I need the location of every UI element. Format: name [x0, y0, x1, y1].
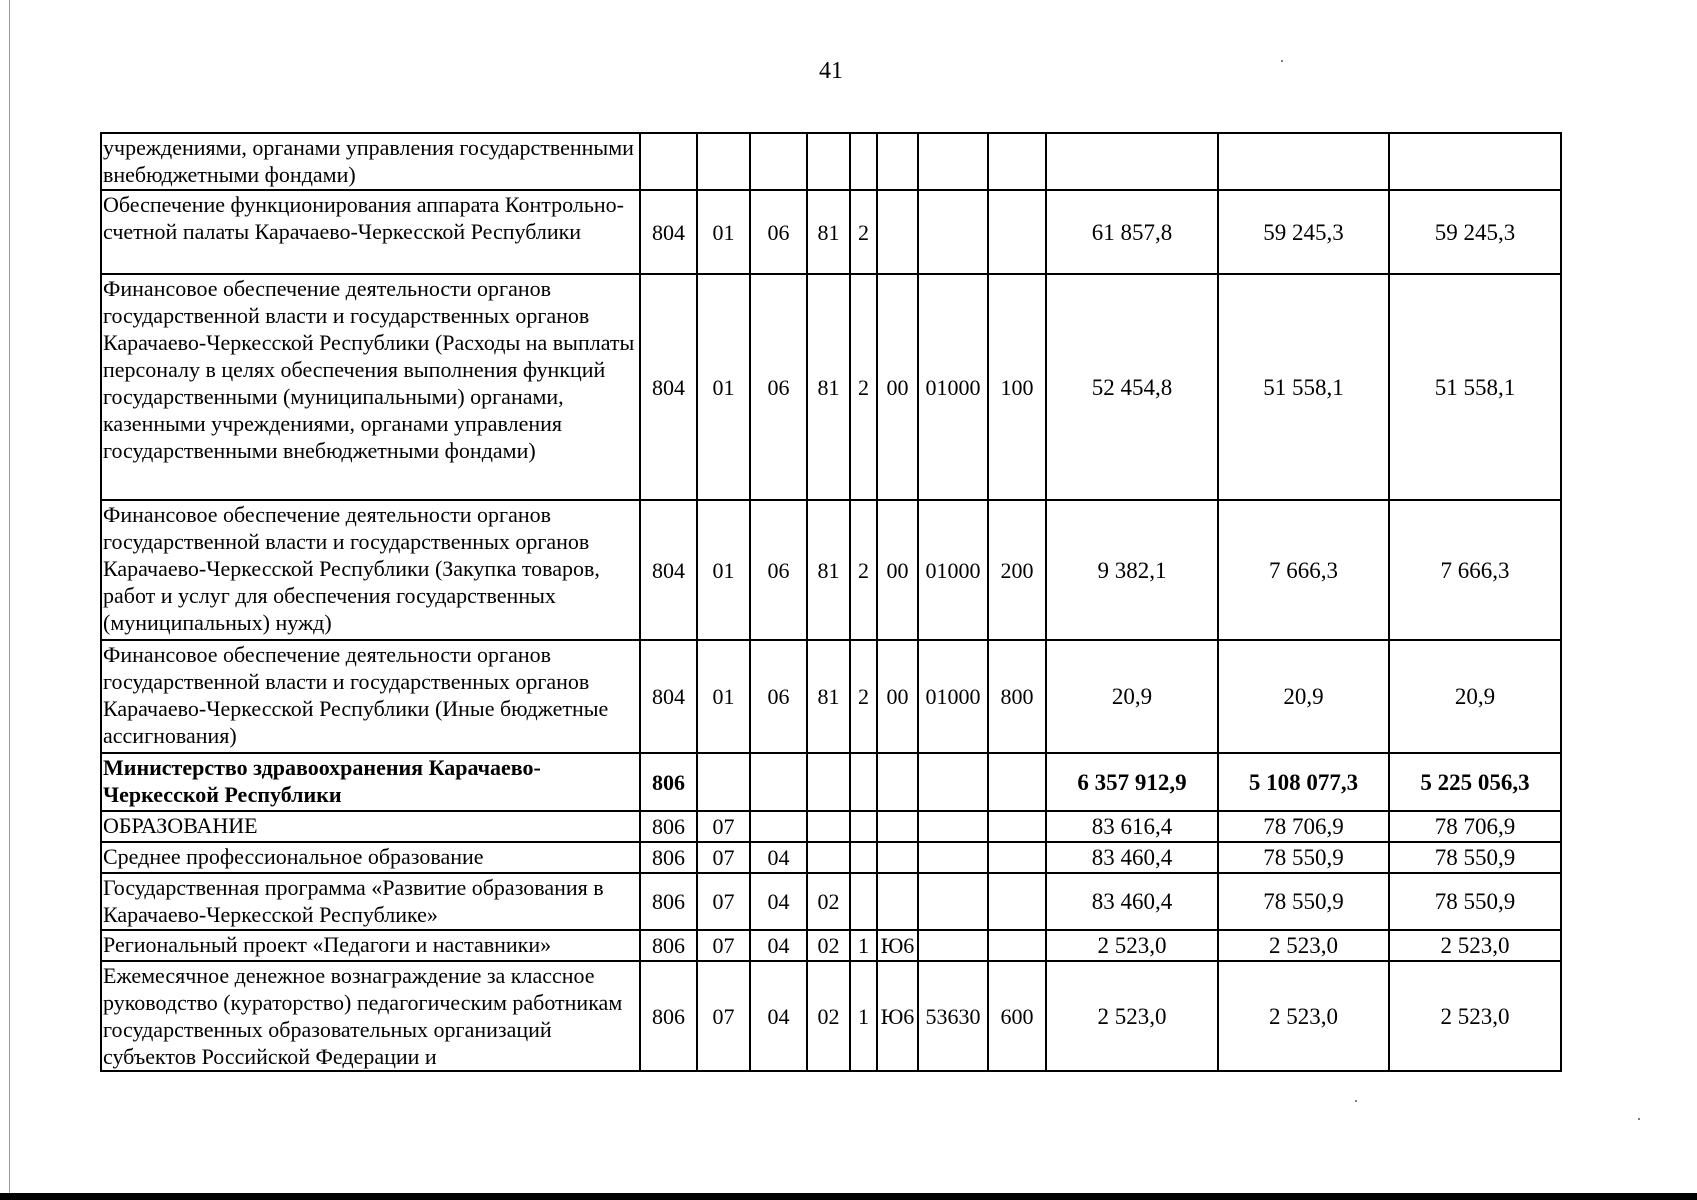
amount-year-3: 2 523,0	[1389, 930, 1561, 961]
project-code: 00	[877, 274, 918, 500]
subsection-code: 04	[750, 873, 807, 930]
subprogram-code: 2	[850, 190, 877, 274]
section-code: 07	[697, 961, 750, 1071]
direction-code	[918, 873, 988, 930]
subsection-code	[750, 133, 807, 190]
program-code: 02	[807, 961, 850, 1071]
expense-type-code: 200	[988, 500, 1046, 640]
section-code: 07	[697, 842, 750, 873]
amount-year-1: 2 523,0	[1046, 930, 1218, 961]
ministry-code: 806	[640, 873, 697, 930]
ministry-code: 804	[640, 640, 697, 753]
amount-year-3	[1389, 133, 1561, 190]
ministry-code: 806	[640, 842, 697, 873]
expense-type-code: 600	[988, 961, 1046, 1071]
amount-year-3: 78 550,9	[1389, 873, 1561, 930]
section-code: 01	[697, 640, 750, 753]
ministry-code	[640, 133, 697, 190]
ministry-code: 806	[640, 961, 697, 1071]
expense-type-code	[988, 930, 1046, 961]
project-code	[877, 133, 918, 190]
table-row	[101, 500, 1561, 640]
amount-year-3: 51 558,1	[1389, 274, 1561, 500]
project-code: Ю6	[877, 930, 918, 961]
subprogram-code	[850, 842, 877, 873]
project-code: 00	[877, 640, 918, 753]
subprogram-code: 1	[850, 961, 877, 1071]
subprogram-code	[850, 873, 877, 930]
amount-year-2: 2 523,0	[1218, 930, 1389, 961]
ministry-code: 806	[640, 930, 697, 961]
amount-year-1: 52 454,8	[1046, 274, 1218, 500]
direction-code	[918, 930, 988, 961]
row-name: Министерство здравоохранения Карачаево-Черкесской Республики	[101, 753, 640, 811]
amount-year-3: 59 245,3	[1389, 190, 1561, 274]
row-name: Финансовое обеспечение деятельности органов государственной власти и государственных органов Карачаево-Черкесской Республики (Закупка товаров, работ и услуг для обеспечения государственных (муниципальных) нужд)	[101, 500, 640, 640]
expense-type-code: 800	[988, 640, 1046, 753]
budget-table	[100, 132, 1562, 1072]
program-code	[807, 842, 850, 873]
row-name: Финансовое обеспечение деятельности органов государственной власти и государственных органов Карачаево-Черкесской Республики (Иные бюджетные ассигнования)	[101, 640, 640, 753]
direction-code	[918, 133, 988, 190]
amount-year-1	[1046, 133, 1218, 190]
direction-code	[918, 811, 988, 842]
direction-code: 01000	[918, 500, 988, 640]
expense-type-code	[988, 842, 1046, 873]
amount-year-1: 6 357 912,9	[1046, 753, 1218, 811]
subprogram-code: 1	[850, 930, 877, 961]
table-row	[101, 930, 1561, 961]
amount-year-2	[1218, 133, 1389, 190]
budget-table-body	[101, 133, 1561, 1071]
program-code	[807, 133, 850, 190]
row-name: Обеспечение функционирования аппарата Контрольно-счетной палаты Карачаево-Черкесской Республики	[101, 190, 640, 274]
subprogram-code: 2	[850, 500, 877, 640]
direction-code	[918, 842, 988, 873]
subsection-code: 06	[750, 500, 807, 640]
project-code	[877, 753, 918, 811]
row-name: Государственная программа «Развитие образования в Карачаево-Черкесской Республике»	[101, 873, 640, 930]
program-code: 02	[807, 930, 850, 961]
subprogram-code	[850, 811, 877, 842]
project-code	[877, 811, 918, 842]
amount-year-2: 7 666,3	[1218, 500, 1389, 640]
ministry-code: 806	[640, 753, 697, 811]
amount-year-1: 83 616,4	[1046, 811, 1218, 842]
table-row	[101, 190, 1561, 274]
amount-year-1: 83 460,4	[1046, 842, 1218, 873]
table-row	[101, 640, 1561, 753]
section-code: 01	[697, 500, 750, 640]
section-code	[697, 133, 750, 190]
ministry-code: 804	[640, 500, 697, 640]
amount-year-2: 51 558,1	[1218, 274, 1389, 500]
table-row	[101, 753, 1561, 811]
amount-year-3: 2 523,0	[1389, 961, 1561, 1071]
row-name: Финансовое обеспечение деятельности органов государственной власти и государственных органов Карачаево-Черкесской Республики (Расходы на выплаты персоналу в целях обеспечения выполнения функций государственными (муниципальными) органами, казенными учреждениями, органами управления государственными внебюджетными фондами)	[101, 274, 640, 500]
ministry-code: 804	[640, 274, 697, 500]
amount-year-2: 78 706,9	[1218, 811, 1389, 842]
direction-code: 01000	[918, 640, 988, 753]
project-code	[877, 873, 918, 930]
amount-year-2: 2 523,0	[1218, 961, 1389, 1071]
subprogram-code	[850, 753, 877, 811]
amount-year-3: 5 225 056,3	[1389, 753, 1561, 811]
project-code	[877, 190, 918, 274]
subprogram-code: 2	[850, 274, 877, 500]
amount-year-2: 20,9	[1218, 640, 1389, 753]
expense-type-code	[988, 753, 1046, 811]
amount-year-1: 83 460,4	[1046, 873, 1218, 930]
scan-bottom-edge	[0, 1193, 1697, 1200]
ministry-code: 804	[640, 190, 697, 274]
table-row	[101, 842, 1561, 873]
scan-speck	[1638, 1118, 1640, 1120]
table-row	[101, 811, 1561, 842]
table-row	[101, 873, 1561, 930]
row-name: Региональный проект «Педагоги и наставники»	[101, 930, 640, 961]
amount-year-2: 78 550,9	[1218, 873, 1389, 930]
amount-year-2: 5 108 077,3	[1218, 753, 1389, 811]
subsection-code: 04	[750, 961, 807, 1071]
subsection-code	[750, 811, 807, 842]
program-code: 81	[807, 190, 850, 274]
direction-code	[918, 753, 988, 811]
subsection-code: 06	[750, 274, 807, 500]
direction-code	[918, 190, 988, 274]
project-code: 00	[877, 500, 918, 640]
row-name: учреждениями, органами управления государственными внебюджетными фондами)	[101, 133, 640, 190]
direction-code: 53630	[918, 961, 988, 1071]
section-code: 07	[697, 873, 750, 930]
subsection-code: 04	[750, 842, 807, 873]
ministry-code: 806	[640, 811, 697, 842]
subsection-code	[750, 753, 807, 811]
section-code: 01	[697, 274, 750, 500]
row-name: Ежемесячное денежное вознаграждение за классное руководство (кураторство) педагогическим работникам государственных образовательных организаций субъектов Российской Федерации и	[101, 961, 640, 1071]
subprogram-code	[850, 133, 877, 190]
subsection-code: 04	[750, 930, 807, 961]
expense-type-code	[988, 811, 1046, 842]
expense-type-code	[988, 133, 1046, 190]
subprogram-code: 2	[850, 640, 877, 753]
program-code: 81	[807, 500, 850, 640]
amount-year-2: 59 245,3	[1218, 190, 1389, 274]
project-code: Ю6	[877, 961, 918, 1071]
amount-year-1: 9 382,1	[1046, 500, 1218, 640]
table-row	[101, 274, 1561, 500]
amount-year-3: 78 706,9	[1389, 811, 1561, 842]
program-code: 81	[807, 640, 850, 753]
subsection-code: 06	[750, 640, 807, 753]
amount-year-3: 7 666,3	[1389, 500, 1561, 640]
scan-speck	[1355, 1100, 1357, 1102]
section-code: 01	[697, 190, 750, 274]
amount-year-2: 78 550,9	[1218, 842, 1389, 873]
project-code	[877, 842, 918, 873]
amount-year-3: 78 550,9	[1389, 842, 1561, 873]
program-code: 81	[807, 274, 850, 500]
program-code: 02	[807, 873, 850, 930]
row-name: ОБРАЗОВАНИЕ	[101, 811, 640, 842]
row-name: Среднее профессиональное образование	[101, 842, 640, 873]
amount-year-1: 61 857,8	[1046, 190, 1218, 274]
amount-year-3: 20,9	[1389, 640, 1561, 753]
program-code	[807, 753, 850, 811]
program-code	[807, 811, 850, 842]
expense-type-code	[988, 873, 1046, 930]
expense-type-code	[988, 190, 1046, 274]
direction-code: 01000	[918, 274, 988, 500]
expense-type-code: 100	[988, 274, 1046, 500]
scan-left-edge	[9, 0, 10, 1195]
table-row	[101, 133, 1561, 190]
section-code	[697, 753, 750, 811]
section-code: 07	[697, 930, 750, 961]
section-code: 07	[697, 811, 750, 842]
amount-year-1: 20,9	[1046, 640, 1218, 753]
table-row	[101, 961, 1561, 1071]
amount-year-1: 2 523,0	[1046, 961, 1218, 1071]
page-number: 41	[819, 58, 843, 84]
subsection-code: 06	[750, 190, 807, 274]
